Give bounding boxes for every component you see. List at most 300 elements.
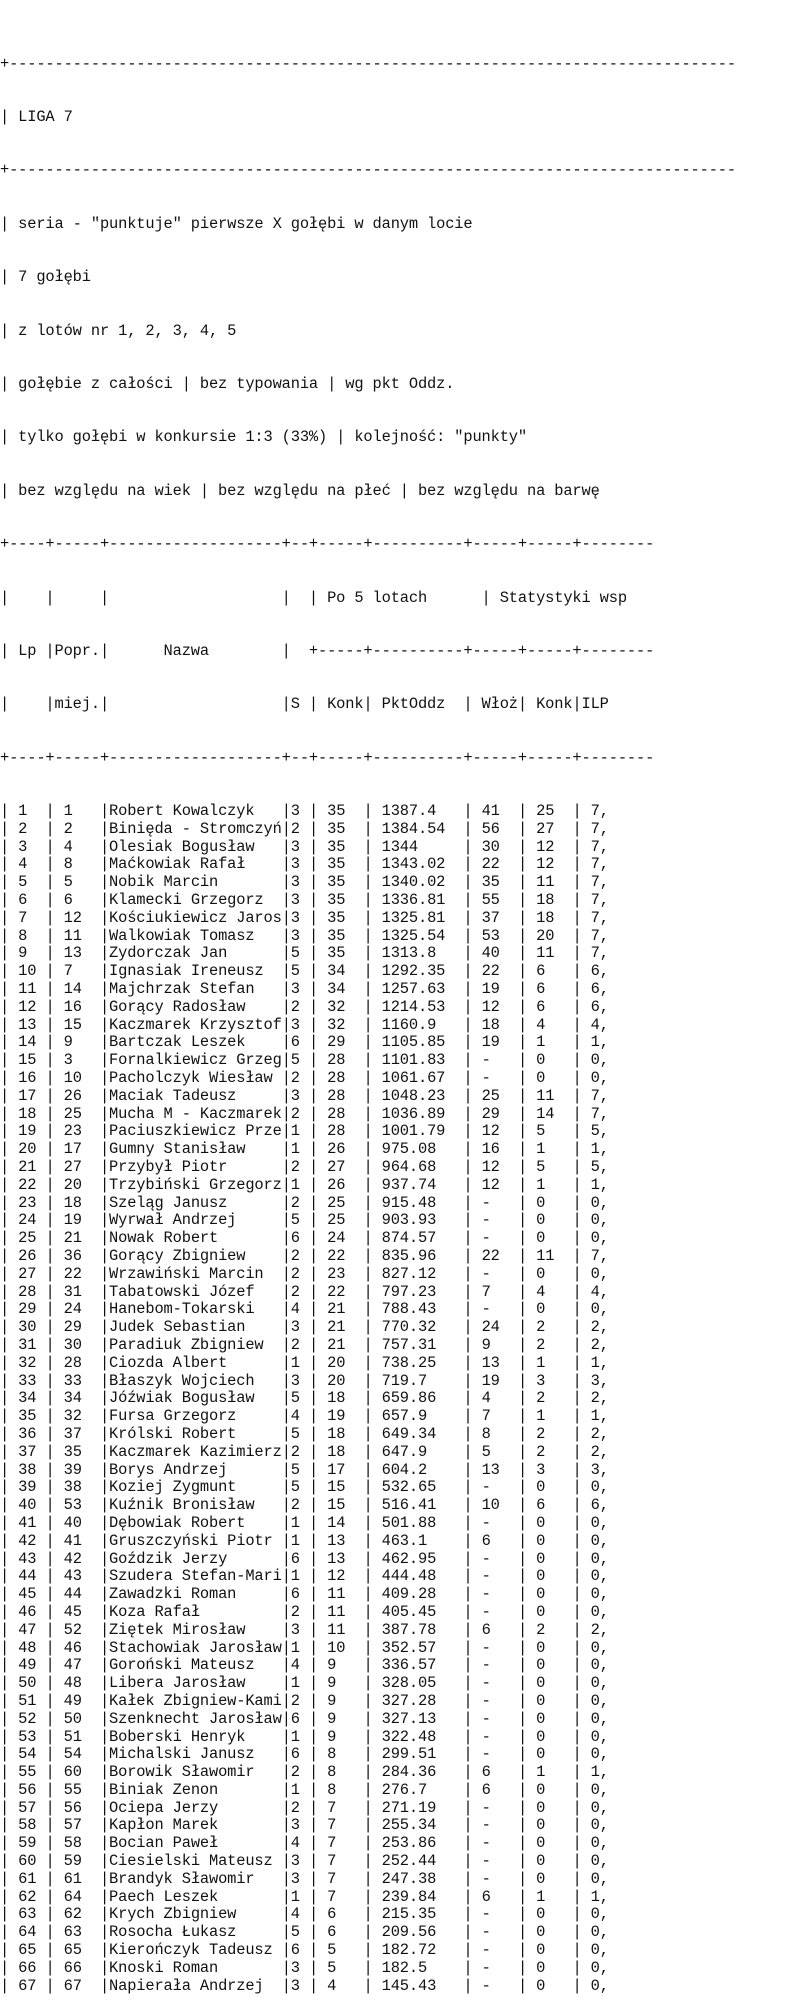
- name-cell: Szudera Stefan-Mari: [109, 1567, 282, 1586]
- pkt-oddz-cell: 252.44: [381, 1852, 464, 1871]
- pkt-oddz-cell: 255.34: [381, 1816, 464, 1835]
- wloz-cell: 56: [481, 819, 518, 838]
- column-separator: |: [363, 1246, 382, 1265]
- wloz-cell: 12: [481, 1158, 518, 1176]
- table-row: [0, 803, 736, 821]
- pkt-oddz-cell: 874.57: [381, 1229, 464, 1248]
- column-separator: |: [0, 1389, 19, 1408]
- lp-cell: 30: [18, 1318, 46, 1337]
- column-separator: |: [463, 1513, 482, 1532]
- table-header-group-row: | | | | | Po 5 lotach | Statystyki wsp: [0, 588, 627, 607]
- ilp-cell: 7,: [590, 1246, 609, 1265]
- column-separator: |: [363, 1140, 382, 1159]
- column-separator: |: [45, 1318, 64, 1337]
- column-separator: |: [281, 1602, 291, 1621]
- table-row: [0, 1355, 736, 1373]
- lp-cell: 42: [18, 1531, 46, 1550]
- column-separator: |: [45, 1211, 64, 1230]
- column-separator: |: [99, 1638, 110, 1657]
- column-separator: |: [0, 962, 19, 981]
- konk-cell: 35: [327, 855, 364, 874]
- table-row: [0, 1462, 736, 1480]
- column-separator: |: [363, 1674, 382, 1693]
- column-separator: |: [308, 1229, 328, 1248]
- popr-cell: 32: [63, 1407, 100, 1426]
- ilp-cell: 0,: [590, 1709, 609, 1728]
- column-separator: |: [363, 1585, 382, 1604]
- column-separator: |: [363, 1051, 382, 1070]
- name-cell: Pacholczyk Wiesław: [109, 1069, 282, 1088]
- konk-cell: 7: [327, 1816, 364, 1835]
- column-separator: |: [463, 1905, 482, 1924]
- wloz-cell: 22: [481, 962, 518, 981]
- s-cell: 3: [290, 1816, 309, 1835]
- column-separator: |: [0, 1674, 19, 1693]
- konk-stat-cell: 0: [536, 1941, 573, 1960]
- column-separator: |: [99, 1674, 110, 1693]
- s-cell: 1: [290, 1140, 309, 1159]
- konk-cell: 13: [327, 1531, 364, 1550]
- column-separator: |: [463, 944, 482, 963]
- column-separator: |: [45, 1709, 64, 1728]
- lp-cell: 26: [18, 1246, 46, 1265]
- name-cell: Borys Andrzej: [109, 1460, 282, 1479]
- ilp-cell: 0,: [590, 1958, 609, 1977]
- column-separator: |: [308, 1780, 328, 1799]
- lp-cell: 47: [18, 1620, 46, 1639]
- popr-cell: 64: [63, 1887, 100, 1906]
- column-separator: |: [517, 802, 537, 821]
- column-separator: |: [45, 1905, 64, 1924]
- lp-cell: 4: [18, 855, 46, 874]
- column-separator: |: [45, 837, 64, 856]
- column-separator: |: [517, 873, 537, 892]
- column-separator: |: [45, 1923, 64, 1942]
- column-separator: |: [517, 1816, 537, 1835]
- name-cell: Robert Kowalczyk: [109, 802, 282, 821]
- ilp-cell: 7,: [590, 926, 609, 945]
- popr-cell: 46: [63, 1638, 100, 1657]
- column-separator: |: [572, 802, 591, 821]
- column-separator: |: [0, 1371, 19, 1390]
- wloz-cell: -: [481, 1905, 518, 1924]
- column-separator: |: [517, 1531, 537, 1550]
- column-separator: |: [308, 926, 328, 945]
- table-row: [0, 981, 736, 999]
- column-separator: |: [572, 837, 591, 856]
- column-separator: |: [308, 1513, 328, 1532]
- wloz-cell: -: [481, 1211, 518, 1230]
- column-separator: |: [99, 1620, 110, 1639]
- column-separator: |: [463, 1122, 482, 1141]
- league-title: | LIGA 7: [0, 107, 73, 126]
- pkt-oddz-cell: 1387.4: [381, 802, 464, 821]
- column-separator: |: [308, 1585, 328, 1604]
- column-separator: |: [463, 926, 482, 945]
- column-separator: |: [363, 1531, 382, 1550]
- column-separator: |: [99, 1905, 110, 1924]
- column-separator: |: [281, 1015, 291, 1034]
- column-separator: |: [308, 1567, 328, 1586]
- column-separator: |: [308, 1549, 328, 1568]
- popr-cell: 63: [63, 1923, 100, 1942]
- name-cell: Mucha M - Kaczmarek: [109, 1104, 282, 1123]
- column-separator: |: [45, 1834, 64, 1853]
- lp-cell: 34: [18, 1389, 46, 1408]
- konk-cell: 28: [327, 1051, 364, 1070]
- popr-cell: 47: [63, 1656, 100, 1675]
- column-separator: |: [99, 1318, 110, 1337]
- pkt-oddz-cell: 276.7: [381, 1780, 464, 1799]
- column-separator: |: [308, 1905, 328, 1924]
- table-header-main-row: | Lp |Popr.| Nazwa | +-----+----------+-----+-----+--------: [0, 641, 655, 660]
- column-separator: |: [0, 1816, 19, 1835]
- konk-stat-cell: 0: [536, 1567, 573, 1586]
- column-separator: |: [99, 1496, 110, 1515]
- wloz-cell: 9: [481, 1335, 518, 1354]
- konk-stat-cell: 1: [536, 1763, 573, 1782]
- column-separator: |: [463, 1887, 482, 1906]
- ilp-cell: 0,: [590, 1211, 609, 1230]
- pkt-oddz-cell: 247.38: [381, 1869, 464, 1888]
- konk-cell: 35: [327, 891, 364, 910]
- column-separator: |: [99, 1478, 110, 1497]
- column-separator: |: [0, 980, 19, 999]
- konk-stat-cell: 2: [536, 1335, 573, 1354]
- column-separator: |: [517, 1442, 537, 1461]
- column-separator: |: [99, 1353, 110, 1372]
- s-cell: 3: [290, 1015, 309, 1034]
- table-row: [0, 856, 736, 874]
- column-separator: |: [308, 1478, 328, 1497]
- table-row: [0, 1978, 736, 1996]
- column-separator: |: [363, 1015, 382, 1034]
- column-separator: |: [363, 1958, 382, 1977]
- column-separator: |: [308, 1460, 328, 1479]
- ilp-cell: 0,: [590, 1229, 609, 1248]
- wloz-cell: 24: [481, 1318, 518, 1337]
- column-separator: |: [572, 1033, 591, 1052]
- column-separator: |: [0, 1069, 19, 1088]
- param-series: | seria - "punktuje" pierwsze X gołębi w danym locie: [0, 214, 473, 233]
- column-separator: |: [0, 997, 19, 1016]
- s-cell: 2: [290, 1104, 309, 1123]
- column-separator: |: [517, 1549, 537, 1568]
- pkt-oddz-cell: 827.12: [381, 1264, 464, 1283]
- column-separator: |: [517, 1371, 537, 1390]
- lp-cell: 19: [18, 1122, 46, 1141]
- column-separator: |: [363, 962, 382, 981]
- column-separator: |: [281, 1869, 291, 1888]
- table-row: [0, 1141, 736, 1159]
- column-separator: |: [0, 1496, 19, 1515]
- konk-stat-cell: 2: [536, 1424, 573, 1443]
- table-row: [0, 1853, 736, 1871]
- s-cell: 5: [290, 1923, 309, 1942]
- s-cell: 1: [290, 1513, 309, 1532]
- ilp-cell: 0,: [590, 1976, 609, 1995]
- column-separator: |: [281, 1496, 291, 1515]
- konk-cell: 18: [327, 1389, 364, 1408]
- column-separator: |: [572, 1193, 591, 1212]
- konk-cell: 6: [327, 1905, 364, 1924]
- table-row: [0, 1800, 736, 1818]
- column-separator: |: [99, 837, 110, 856]
- column-separator: |: [517, 1353, 537, 1372]
- wloz-cell: -: [481, 1958, 518, 1977]
- table-row: [0, 1817, 736, 1835]
- column-separator: |: [572, 1424, 591, 1443]
- name-cell: Maciak Tadeusz: [109, 1086, 282, 1105]
- ilp-cell: 1,: [590, 1887, 609, 1906]
- popr-cell: 40: [63, 1513, 100, 1532]
- column-separator: |: [99, 1371, 110, 1390]
- popr-cell: 24: [63, 1300, 100, 1319]
- name-cell: Maćkowiak Rafał: [109, 855, 282, 874]
- column-separator: |: [99, 1033, 110, 1052]
- column-separator: |: [363, 1852, 382, 1871]
- column-separator: |: [363, 1371, 382, 1390]
- column-separator: |: [0, 855, 19, 874]
- wloz-cell: 12: [481, 1175, 518, 1194]
- name-cell: Hanebom-Tokarski: [109, 1300, 282, 1319]
- lp-cell: 18: [18, 1104, 46, 1123]
- konk-stat-cell: 6: [536, 997, 573, 1016]
- konk-stat-cell: 0: [536, 1816, 573, 1835]
- column-separator: |: [363, 1282, 382, 1301]
- column-separator: |: [308, 1852, 328, 1871]
- column-separator: |: [363, 819, 382, 838]
- column-separator: |: [572, 980, 591, 999]
- ilp-cell: 0,: [590, 1905, 609, 1924]
- table-row: [0, 963, 736, 981]
- s-cell: 6: [290, 1709, 309, 1728]
- column-separator: |: [45, 980, 64, 999]
- column-separator: |: [308, 1335, 328, 1354]
- column-separator: |: [363, 1300, 382, 1319]
- column-separator: |: [463, 1496, 482, 1515]
- konk-cell: 18: [327, 1424, 364, 1443]
- ilp-cell: 0,: [590, 1300, 609, 1319]
- column-separator: |: [363, 1656, 382, 1675]
- column-separator: |: [45, 1033, 64, 1052]
- column-separator: |: [0, 1834, 19, 1853]
- column-separator: |: [281, 1407, 291, 1426]
- wloz-cell: 10: [481, 1496, 518, 1515]
- lp-cell: 51: [18, 1691, 46, 1710]
- column-separator: |: [572, 1602, 591, 1621]
- column-separator: |: [281, 944, 291, 963]
- konk-stat-cell: 0: [536, 1531, 573, 1550]
- column-separator: |: [45, 1585, 64, 1604]
- konk-stat-cell: 2: [536, 1318, 573, 1337]
- column-separator: |: [517, 1015, 537, 1034]
- column-separator: |: [363, 855, 382, 874]
- column-separator: |: [99, 1424, 110, 1443]
- name-cell: Stachowiak Jarosław: [109, 1638, 282, 1657]
- s-cell: 6: [290, 1585, 309, 1604]
- pkt-oddz-cell: 327.28: [381, 1691, 464, 1710]
- ilp-cell: 7,: [590, 873, 609, 892]
- column-separator: |: [517, 1869, 537, 1888]
- column-separator: |: [281, 1941, 291, 1960]
- column-separator: |: [363, 873, 382, 892]
- column-separator: |: [517, 1976, 537, 1995]
- column-separator: |: [281, 1069, 291, 1088]
- column-separator: |: [572, 1122, 591, 1141]
- column-separator: |: [0, 1051, 19, 1070]
- name-cell: Koza Rafał: [109, 1602, 282, 1621]
- konk-cell: 5: [327, 1941, 364, 1960]
- column-separator: |: [281, 1976, 291, 1995]
- column-separator: |: [308, 997, 328, 1016]
- column-separator: |: [99, 980, 110, 999]
- column-separator: |: [281, 1051, 291, 1070]
- column-separator: |: [281, 1086, 291, 1105]
- column-separator: |: [99, 1140, 110, 1159]
- konk-cell: 27: [327, 1158, 364, 1176]
- column-separator: |: [363, 1442, 382, 1461]
- column-separator: |: [363, 997, 382, 1016]
- popr-cell: 14: [63, 980, 100, 999]
- popr-cell: 28: [63, 1353, 100, 1372]
- name-cell: Nobik Marcin: [109, 873, 282, 892]
- pkt-oddz-cell: 405.45: [381, 1602, 464, 1621]
- name-cell: Bocian Paweł: [109, 1834, 282, 1853]
- column-separator: |: [572, 1211, 591, 1230]
- column-separator: |: [308, 1816, 328, 1835]
- table-row: [0, 1479, 736, 1497]
- table-row: [0, 1266, 736, 1284]
- table-header-border-bottom: +----+-----+-------------------+--+-----+----------+-----+-----+--------: [0, 748, 655, 767]
- konk-stat-cell: 14: [536, 1104, 573, 1123]
- column-separator: |: [0, 819, 19, 838]
- column-separator: |: [308, 1300, 328, 1319]
- lp-cell: 29: [18, 1300, 46, 1319]
- s-cell: 2: [290, 819, 309, 838]
- column-separator: |: [0, 873, 19, 892]
- lp-cell: 58: [18, 1816, 46, 1835]
- column-separator: |: [45, 1122, 64, 1141]
- column-separator: |: [363, 1335, 382, 1354]
- konk-stat-cell: 0: [536, 1905, 573, 1924]
- column-separator: |: [45, 908, 64, 927]
- s-cell: 5: [290, 1051, 309, 1070]
- s-cell: 3: [290, 837, 309, 856]
- s-cell: 2: [290, 1158, 309, 1176]
- column-separator: |: [517, 1638, 537, 1657]
- popr-cell: 52: [63, 1620, 100, 1639]
- s-cell: 3: [290, 873, 309, 892]
- ilp-cell: 7,: [590, 891, 609, 910]
- ilp-cell: 0,: [590, 1691, 609, 1710]
- popr-cell: 62: [63, 1905, 100, 1924]
- konk-cell: 15: [327, 1478, 364, 1497]
- s-cell: 5: [290, 1460, 309, 1479]
- s-cell: 4: [290, 1905, 309, 1924]
- column-separator: |: [363, 1798, 382, 1817]
- wloz-cell: 13: [481, 1353, 518, 1372]
- ilp-cell: 7,: [590, 855, 609, 874]
- column-separator: |: [281, 962, 291, 981]
- pkt-oddz-cell: 649.34: [381, 1424, 464, 1443]
- konk-cell: 11: [327, 1585, 364, 1604]
- konk-stat-cell: 0: [536, 1852, 573, 1871]
- popr-cell: 65: [63, 1941, 100, 1960]
- column-separator: |: [99, 926, 110, 945]
- lp-cell: 16: [18, 1069, 46, 1088]
- lp-cell: 27: [18, 1264, 46, 1283]
- pkt-oddz-cell: 1384.54: [381, 819, 464, 838]
- column-separator: |: [281, 1371, 291, 1390]
- wloz-cell: 53: [481, 926, 518, 945]
- column-separator: |: [308, 802, 328, 821]
- table-row: [0, 1248, 736, 1266]
- column-separator: |: [45, 962, 64, 981]
- column-separator: |: [572, 926, 591, 945]
- konk-stat-cell: 11: [536, 1086, 573, 1105]
- name-cell: Gorący Radosław: [109, 997, 282, 1016]
- ilp-cell: 0,: [590, 1941, 609, 1960]
- column-separator: |: [308, 1264, 328, 1283]
- column-separator: |: [572, 1727, 591, 1746]
- lp-cell: 7: [18, 908, 46, 927]
- column-separator: |: [281, 1905, 291, 1924]
- konk-cell: 35: [327, 926, 364, 945]
- konk-cell: 28: [327, 1069, 364, 1088]
- name-cell: Koziej Zygmunt: [109, 1478, 282, 1497]
- column-separator: |: [363, 1104, 382, 1123]
- column-separator: |: [363, 1211, 382, 1230]
- ilp-cell: 0,: [590, 1727, 609, 1746]
- column-separator: |: [281, 1389, 291, 1408]
- column-separator: |: [45, 1780, 64, 1799]
- lp-cell: 24: [18, 1211, 46, 1230]
- ilp-cell: 0,: [590, 1780, 609, 1799]
- pkt-oddz-cell: 299.51: [381, 1745, 464, 1764]
- column-separator: |: [45, 1193, 64, 1212]
- name-cell: Boberski Henryk: [109, 1727, 282, 1746]
- konk-cell: 14: [327, 1513, 364, 1532]
- column-separator: |: [463, 1620, 482, 1639]
- column-separator: |: [572, 1531, 591, 1550]
- konk-stat-cell: 0: [536, 1478, 573, 1497]
- lp-cell: 31: [18, 1335, 46, 1354]
- column-separator: |: [99, 1531, 110, 1550]
- column-separator: |: [517, 1727, 537, 1746]
- column-separator: |: [308, 1424, 328, 1443]
- pkt-oddz-cell: 182.72: [381, 1941, 464, 1960]
- pkt-oddz-cell: 253.86: [381, 1834, 464, 1853]
- konk-stat-cell: 2: [536, 1442, 573, 1461]
- name-cell: Gorący Zbigniew: [109, 1246, 282, 1265]
- column-separator: |: [308, 1140, 328, 1159]
- column-separator: |: [0, 1300, 19, 1319]
- konk-stat-cell: 2: [536, 1389, 573, 1408]
- name-cell: Michalski Janusz: [109, 1745, 282, 1764]
- title-separator: +--------------------------------------------------------------------------------: [0, 161, 736, 180]
- ilp-cell: 0,: [590, 1834, 609, 1853]
- name-cell: Zydorczak Jan: [109, 944, 282, 963]
- konk-stat-cell: 4: [536, 1015, 573, 1034]
- column-separator: |: [517, 819, 537, 838]
- ilp-cell: 0,: [590, 1656, 609, 1675]
- column-separator: |: [308, 873, 328, 892]
- ilp-cell: 1,: [590, 1763, 609, 1782]
- wloz-cell: 37: [481, 908, 518, 927]
- column-separator: |: [572, 1620, 591, 1639]
- s-cell: 3: [290, 1086, 309, 1105]
